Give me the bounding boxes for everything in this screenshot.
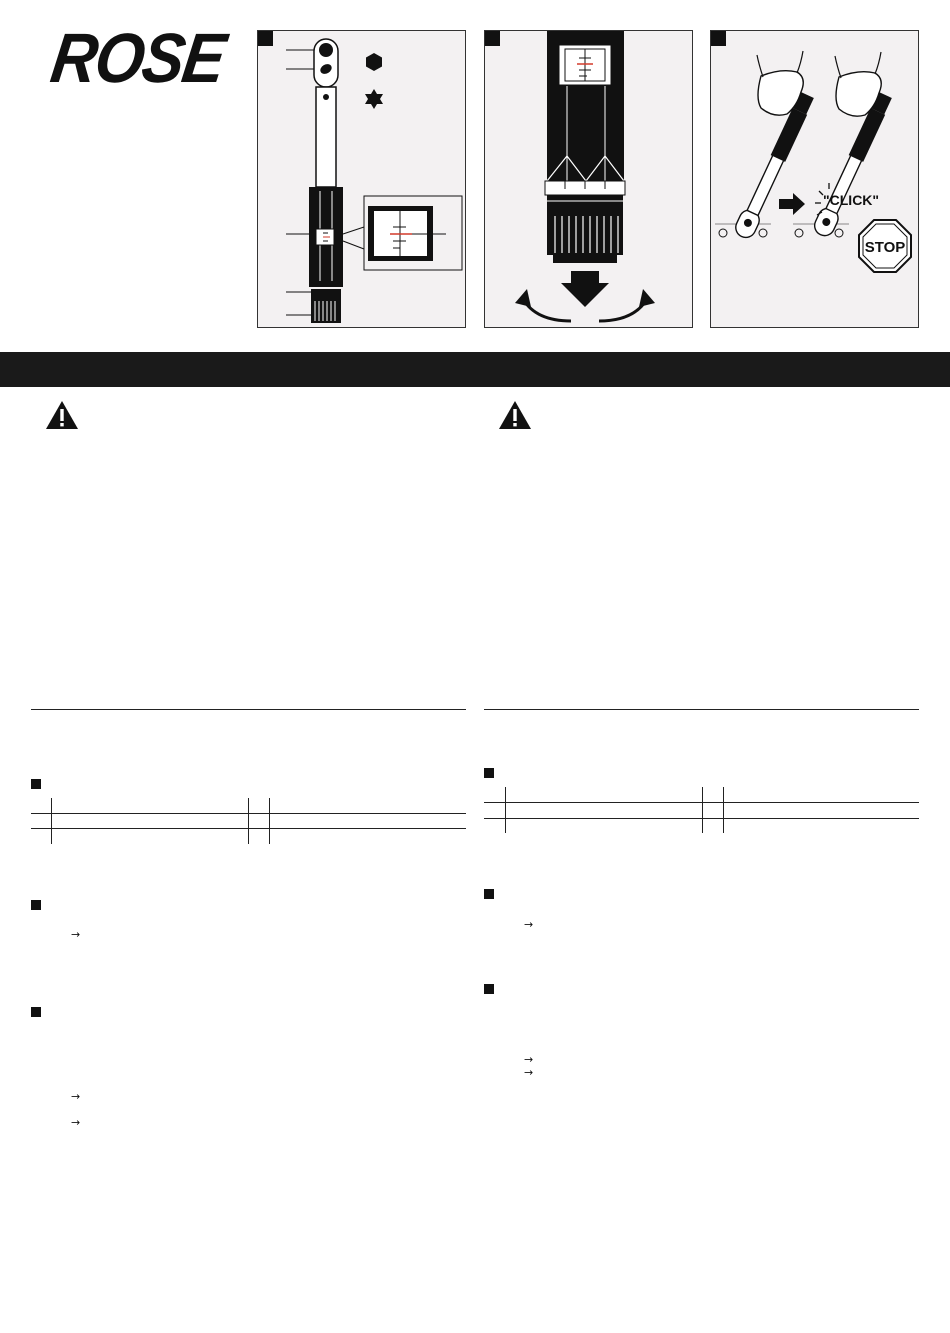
arrow-right-icon: → <box>71 928 81 941</box>
arrow-right-icon <box>779 193 805 215</box>
section-bullet-square <box>484 889 494 899</box>
arrow-right-icon: → <box>71 1090 81 1103</box>
figure-panel-3 <box>710 30 919 328</box>
table-column-line <box>248 798 249 844</box>
arrow-right-icon: → <box>71 1116 81 1129</box>
arrow-right-icon: → <box>524 1066 534 1079</box>
warning-icon <box>45 400 79 430</box>
section-bullet-square <box>31 1007 41 1017</box>
arrow-right-icon: → <box>524 918 534 931</box>
table-column-line <box>723 787 724 833</box>
figure-panel-2 <box>484 30 693 328</box>
table-column-line <box>51 798 52 844</box>
section-bullet-square <box>484 768 494 778</box>
figure-panel-1 <box>257 30 466 328</box>
divider-rule <box>31 709 466 710</box>
section-bullet-square <box>31 779 41 789</box>
section-bullet-square <box>484 984 494 994</box>
section-header-band <box>0 352 950 387</box>
hex-socket-icon <box>366 53 382 71</box>
warning-icon <box>498 400 532 430</box>
torque-setting-illustration <box>485 31 694 329</box>
divider-rule <box>484 709 919 710</box>
arrow-right-icon: → <box>524 1053 534 1066</box>
click-label: "CLICK" <box>823 192 880 208</box>
tightening-click-illustration <box>711 31 920 329</box>
table-column-line <box>269 798 270 844</box>
table-column-line <box>505 787 506 833</box>
table-column-line <box>702 787 703 833</box>
stop-sign-label: STOP <box>864 239 906 256</box>
brand-logo: ROSE <box>46 19 229 97</box>
torque-wrench-overview-illustration <box>258 31 467 329</box>
section-bullet-square <box>31 900 41 910</box>
torx-socket-icon <box>365 89 383 109</box>
